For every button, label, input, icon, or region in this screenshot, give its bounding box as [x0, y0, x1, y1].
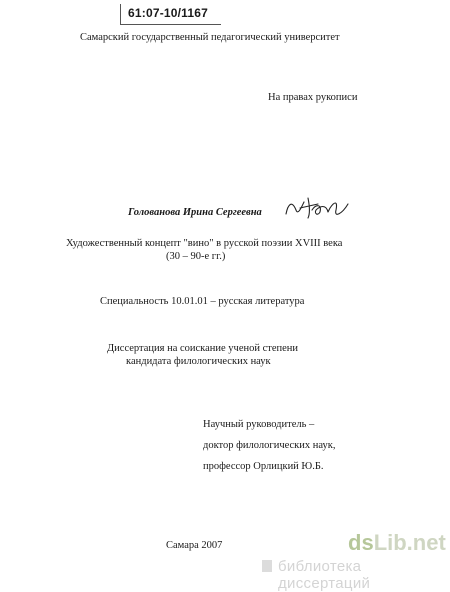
- advisor-name: профессор Орлицкий Ю.Б.: [203, 461, 324, 472]
- watermark-subtitle: библиотека диссертаций: [278, 558, 371, 592]
- author-name: Голованова Ирина Сергеевна: [128, 207, 262, 218]
- library-stamp: 61:07-10/1167: [128, 6, 209, 20]
- watermark-book-icon: [262, 560, 272, 572]
- dslib-watermark: [262, 530, 448, 592]
- specialty: Специальность 10.01.01 – русская литература: [100, 296, 305, 307]
- manuscript-rights: На правах рукописи: [268, 92, 358, 103]
- university-name: Самарский государственный педагогический университет: [80, 32, 340, 43]
- degree-line-2: кандидата филологических наук: [126, 356, 271, 367]
- degree-line-1: Диссертация на соискание ученой степени: [107, 343, 299, 354]
- watermark-logo: dsLib.net: [348, 530, 446, 555]
- dissertation-title: Художественный концепт "вино" в русской поэзии XVIII века: [66, 238, 343, 249]
- author-signature: [282, 190, 354, 224]
- city-year: Самара 2007: [166, 540, 223, 551]
- dissertation-period: (30 – 90-е гг.): [166, 251, 226, 262]
- advisor-degree: доктор филологических наук,: [203, 440, 336, 451]
- advisor-role: Научный руководитель –: [203, 419, 315, 430]
